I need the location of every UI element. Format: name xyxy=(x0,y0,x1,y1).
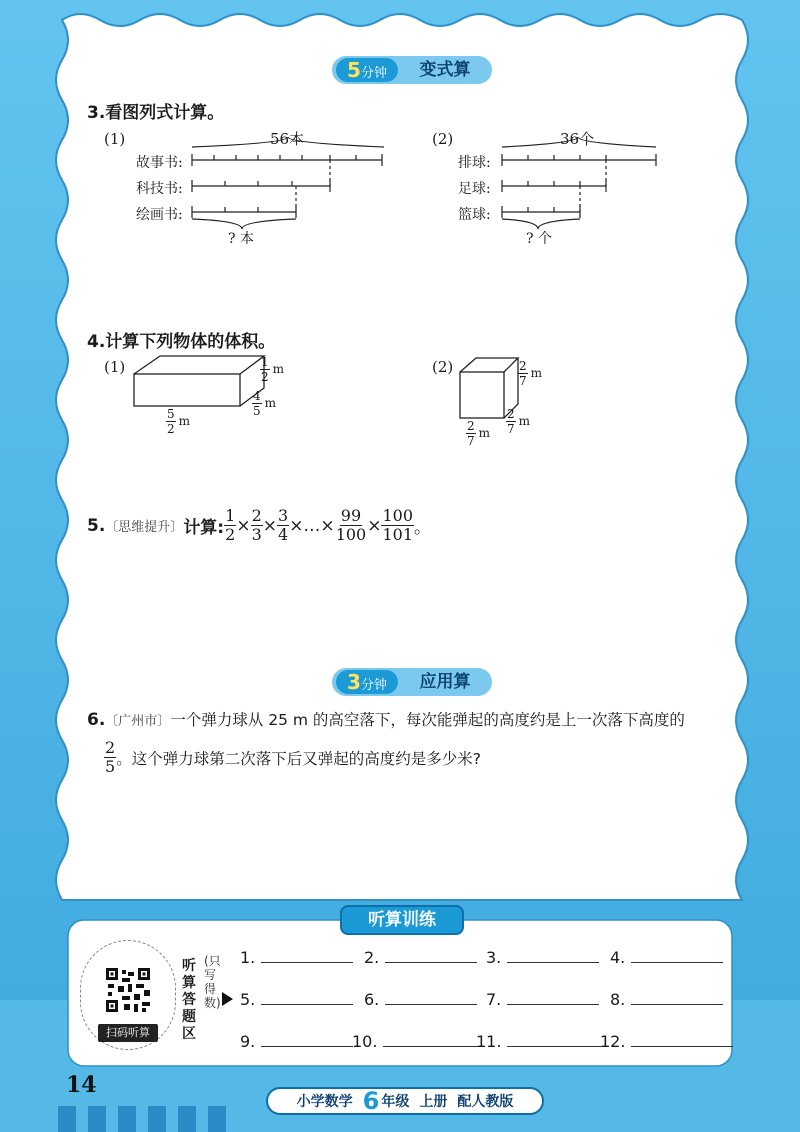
answer-slot-9[interactable]: 9. xyxy=(240,1032,353,1051)
answer-blank[interactable] xyxy=(507,962,599,963)
banner-title: 应用算 xyxy=(419,672,471,692)
banner-minutes: 5 xyxy=(347,58,361,82)
q4-cube-depth: $\frac{2}{7}$ m xyxy=(507,407,531,436)
answer-slot-2[interactable]: 2. xyxy=(364,948,477,967)
answer-blank[interactable] xyxy=(507,1004,599,1005)
banner-unit: 分钟 xyxy=(360,678,387,693)
answer-area-note: (只写得数) xyxy=(204,954,221,1010)
q3-part1-unknown: ? 本 xyxy=(228,231,254,247)
answer-slot-7[interactable]: 7. xyxy=(486,990,599,1009)
answer-area-label: 听算答题区 xyxy=(182,958,196,1042)
question-text: 计算下列物体的体积。 xyxy=(105,332,276,352)
answer-blank[interactable] xyxy=(383,1046,485,1047)
answer-slot-11[interactable]: 11. xyxy=(476,1032,609,1051)
answer-blank[interactable] xyxy=(261,962,353,963)
banner-unit: 分钟 xyxy=(360,66,387,81)
question-5 xyxy=(87,508,431,543)
question-text: 看图列式计算。 xyxy=(105,103,225,123)
arrow-right-icon xyxy=(222,992,233,1006)
q4-part2-label: (2) xyxy=(432,358,454,376)
question-number: 3. xyxy=(87,103,106,123)
q5-term-99: $\frac{99}{100}$ xyxy=(335,506,367,544)
q3-part1-row-story: 故事书: xyxy=(136,155,183,171)
section-banner-5min xyxy=(332,54,492,86)
answer-slot-1[interactable]: 1. xyxy=(240,948,353,967)
listening-title-banner xyxy=(340,905,464,935)
q4-cuboid-length: $\frac{5}{2}$ m xyxy=(167,407,191,436)
q3-part2-row-volleyball: 排球: xyxy=(458,155,491,171)
answer-slot-12[interactable]: 12. xyxy=(600,1032,733,1051)
q4-cube-height: $\frac{2}{7}$ m xyxy=(519,359,543,388)
book-term: 上册 xyxy=(419,1094,448,1110)
banner-title: 变式算 xyxy=(419,60,471,80)
question-3-heading xyxy=(87,98,224,123)
answer-slot-3[interactable]: 3. xyxy=(486,948,599,967)
book-info-pill xyxy=(266,1087,544,1115)
answer-blank[interactable] xyxy=(631,962,723,963)
q3-part2-unknown: ? 个 xyxy=(526,231,552,247)
question-4-heading xyxy=(87,327,275,352)
ellipsis-sign: ×…× xyxy=(289,515,335,536)
answer-slot-4[interactable]: 4. xyxy=(610,948,723,967)
q3-part2-label: (2) xyxy=(432,130,454,148)
question-text: 。这个弹力球第二次落下后又弹起的高度约是多少米? xyxy=(116,749,481,768)
book-grade: 年级 xyxy=(381,1094,410,1110)
period: 。 xyxy=(414,518,432,538)
q3-part2-row-football: 足球: xyxy=(458,181,491,197)
book-subject: 小学数学 xyxy=(296,1094,353,1110)
question-6-line-1 xyxy=(87,708,685,730)
question-tag: 〔思维提升〕 xyxy=(105,520,184,535)
q4-cuboid-width: $\frac{4}{5}$ m xyxy=(253,389,277,418)
q5-term-2: $\frac{2}{3}$ xyxy=(251,506,262,544)
qr-code-icon[interactable] xyxy=(104,966,152,1014)
section-banner-3min xyxy=(332,666,492,698)
q3-part1-segment-diagram xyxy=(180,135,390,235)
listening-title: 听算训练 xyxy=(368,910,436,930)
q3-part1-row-science: 科技书: xyxy=(136,181,183,197)
answer-blank[interactable] xyxy=(631,1004,723,1005)
answer-blank[interactable] xyxy=(261,1004,353,1005)
book-edition: 配人教版 xyxy=(457,1094,514,1110)
answer-slot-8[interactable]: 8. xyxy=(610,990,723,1009)
question-lead: 计算: xyxy=(183,518,225,538)
times-sign: × xyxy=(236,515,251,536)
q4-cube-width: $\frac{2}{7}$ m xyxy=(467,419,491,448)
question-number: 5. xyxy=(87,515,106,536)
page-number: 14 xyxy=(66,1072,97,1098)
q3-part1-label: (1) xyxy=(104,130,126,148)
q5-term-3: $\frac{3}{4}$ xyxy=(278,506,289,544)
answer-blank[interactable] xyxy=(507,1046,609,1047)
answer-blank[interactable] xyxy=(385,962,477,963)
question-text: 一个弹力球从 25 m 的高空落下，每次能弹起的高度约是上一次落下高度的 xyxy=(170,711,685,729)
answer-blank[interactable] xyxy=(631,1046,733,1047)
question-number: 4. xyxy=(87,332,106,352)
q3-part2-total: 36个 xyxy=(560,130,595,148)
q6-fraction: $\frac{2}{5}$ xyxy=(105,738,116,776)
q5-term-100: $\frac{100}{101}$ xyxy=(382,506,414,544)
question-tag: 〔广州市〕 xyxy=(105,714,171,729)
answer-slot-6[interactable]: 6. xyxy=(364,990,477,1009)
q4-part1-label: (1) xyxy=(104,358,126,376)
times-sign: × xyxy=(367,515,382,536)
q3-part1-total: 56本 xyxy=(270,130,305,148)
times-sign: × xyxy=(262,515,277,536)
q4-cuboid-height: $\frac{1}{2}$ m xyxy=(261,355,285,384)
answer-slot-10[interactable]: 10. xyxy=(352,1032,485,1051)
question-6-line-2 xyxy=(104,740,481,775)
q4-cuboid xyxy=(130,352,270,412)
answer-blank[interactable] xyxy=(385,1004,477,1005)
q3-part2-segment-diagram xyxy=(490,135,670,235)
answer-blank[interactable] xyxy=(261,1046,353,1047)
q3-part2-row-basketball: 篮球: xyxy=(458,207,491,223)
q5-term-1: $\frac{1}{2}$ xyxy=(225,506,236,544)
answer-slot-5[interactable]: 5. xyxy=(240,990,353,1009)
qr-label: 扫码听算 xyxy=(98,1024,158,1042)
q3-part1-row-painting: 绘画书: xyxy=(136,207,183,223)
question-number: 6. xyxy=(87,710,106,730)
book-grade-number: 6 xyxy=(362,1087,380,1115)
banner-minutes: 3 xyxy=(347,670,361,694)
